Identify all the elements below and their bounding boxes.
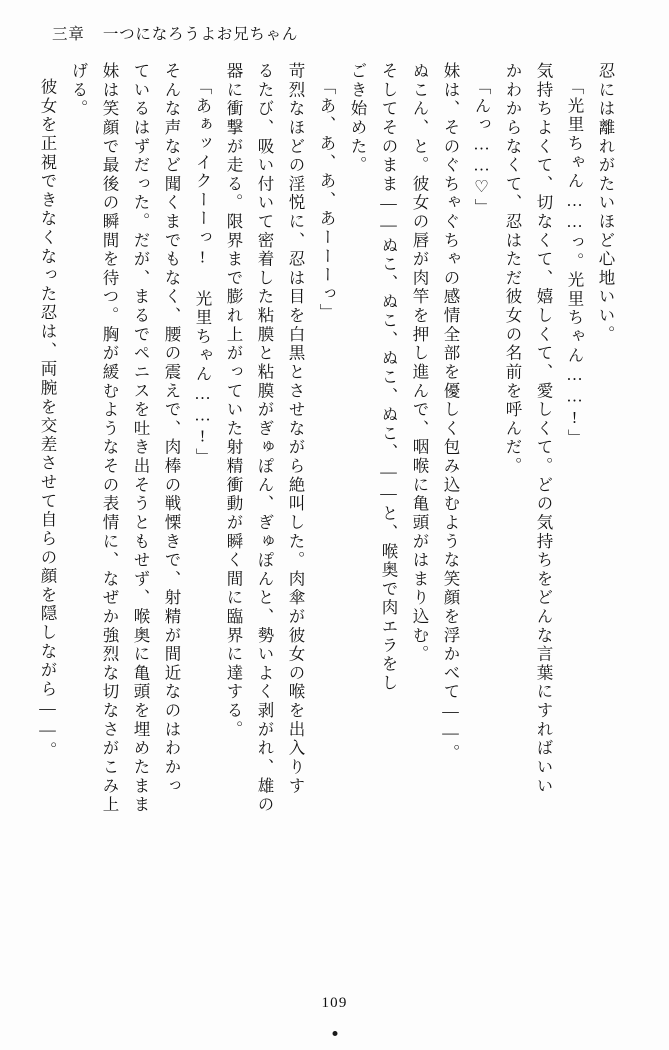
chapter-title: 一つになろうよお兄ちゃん bbox=[102, 26, 299, 43]
text-column: そしてそのまま――ぬこ、ぬこ、ぬこ、ぬこ、――と、喉奥で肉エラをし bbox=[379, 62, 398, 693]
text-column: 「あ、あ、あ、あーーーっ」 bbox=[317, 78, 336, 323]
bottom-marker-dot bbox=[332, 1031, 337, 1036]
page-number: 109 bbox=[321, 995, 348, 1011]
page-header bbox=[52, 22, 298, 44]
text-column: 苛烈なほどの淫悦に、忍は目を白黒とさせながら絶叫した。肉傘が彼女の喉を出入りす bbox=[286, 62, 305, 796]
text-column: 妹は笑顔で最後の瞬間を待つ。胸が緩むようなその表情に、なぜか強烈な切なさがこみ上 bbox=[100, 62, 119, 815]
text-column: 彼女を正視できなくなった忍は、両腕を交差させて自らの顔を隠しながら――。 bbox=[38, 78, 57, 761]
text-column: かわからなくて、忍はただ彼女の名前を呼んだ。 bbox=[503, 62, 522, 476]
body-text-block bbox=[38, 62, 615, 967]
text-column: 「あぁッイクーーっ! 光里ちゃん……!」 bbox=[193, 78, 212, 467]
chapter-number: 三章 bbox=[52, 26, 85, 43]
text-column: 「んっ……♡」 bbox=[472, 78, 491, 218]
text-column: ぬこん、と。彼女の唇が肉竿を押し進んで、咽喉に亀頭がはまり込む。 bbox=[410, 62, 429, 664]
text-column: ごき始めた。 bbox=[348, 62, 367, 175]
text-column: 忍には離れがたいほど心地いい。 bbox=[596, 62, 615, 345]
text-column: 気持ちよくて、切なくて、嬉しくて、愛しくて。どの気持ちをどんな言葉にすればいい bbox=[534, 62, 553, 796]
text-column: 妹は、そのぐちゃぐちゃの感情全部を優しく包み込むような笑顔を浮かべて――。 bbox=[441, 62, 460, 763]
text-column: そんな声など聞くまでもなく、腰の震えで、肉棒の戦慄きで、射精が間近なのはわかっ bbox=[162, 62, 181, 796]
text-column: るたび、吸い付いて密着した粘膜と粘膜がぎゅぽん、ぎゅぽんと、勢いよく剥がれ、雄の bbox=[255, 62, 274, 815]
text-column: 器に衝撃が走る。限界まで膨れ上がっていた射精衝動が瞬く間に臨界に達する。 bbox=[224, 62, 243, 740]
text-column: げる。 bbox=[69, 62, 88, 119]
text-column: ているはずだった。だが、まるでペニスを吐き出そうともせず、喉奥に亀頭を埋めたまま bbox=[131, 62, 150, 815]
text-column: 「光里ちゃん……っ。光里ちゃん……!」 bbox=[565, 78, 584, 448]
